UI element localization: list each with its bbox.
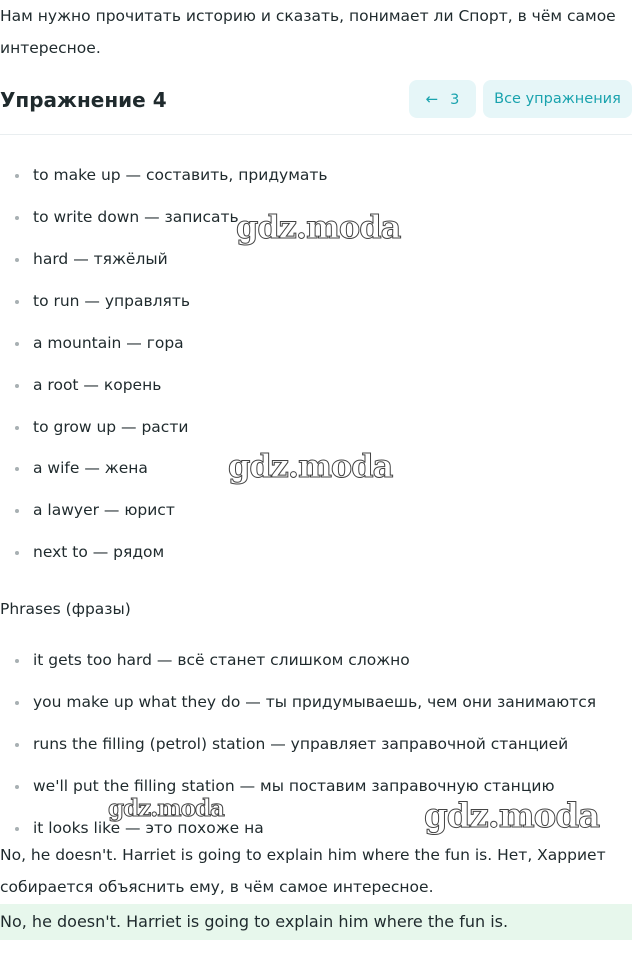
list-item: next to — рядом [33,543,165,561]
list-item: to make up — составить, придумать [33,166,328,184]
answer-highlight: No, he doesn't. Harriet is going to explain him where the fun is. [0,904,632,940]
exercise-header [0,80,632,135]
answer-text: No, he doesn't. Harriet is going to explain him where the fun is. Нет, Харриет собирается объяснить ему, в чём самое интересное. [0,846,606,896]
list-item: a root — корень [33,376,162,394]
list-item: you make up what they do — ты придумываешь, чем они занимаются [33,693,597,711]
task-description: Нам нужно прочитать историю и сказать, понимает ли Спорт, в чём самое интересное. [0,7,616,57]
exercise-title: Упражнение 4 [0,88,167,112]
previous-exercise-number: 3 [450,92,460,108]
arrow-left-icon: ← [425,90,439,108]
list-item: runs the filling (petrol) station — управляет заправочной станцией [33,735,569,753]
list-item: to run — управлять [33,292,191,310]
list-item: a lawyer — юрист [33,501,175,519]
watermark: gdz.moda [108,795,224,822]
list-item: to grow up — расти [33,418,189,436]
all-exercises-button[interactable]: Все упражнения [483,80,632,118]
watermark: gdz.moda [236,208,401,246]
phrases-heading: Phrases (фразы) [0,600,131,618]
list-item: it gets too hard — всё станет слишком сложно [33,651,410,669]
list-item: a wife — жена [33,459,148,477]
list-item: a mountain — гора [33,334,184,352]
previous-exercise-button[interactable] [409,80,476,118]
list-item: hard — тяжёлый [33,250,168,268]
list-item: to write down — записать [33,208,239,226]
watermark: gdz.moda [228,447,393,485]
list-item: we'll put the filling station — мы поставим заправочную станцию [33,777,555,795]
list-item: it looks like — это похоже на [33,819,264,837]
watermark: gdz.moda [424,796,600,836]
